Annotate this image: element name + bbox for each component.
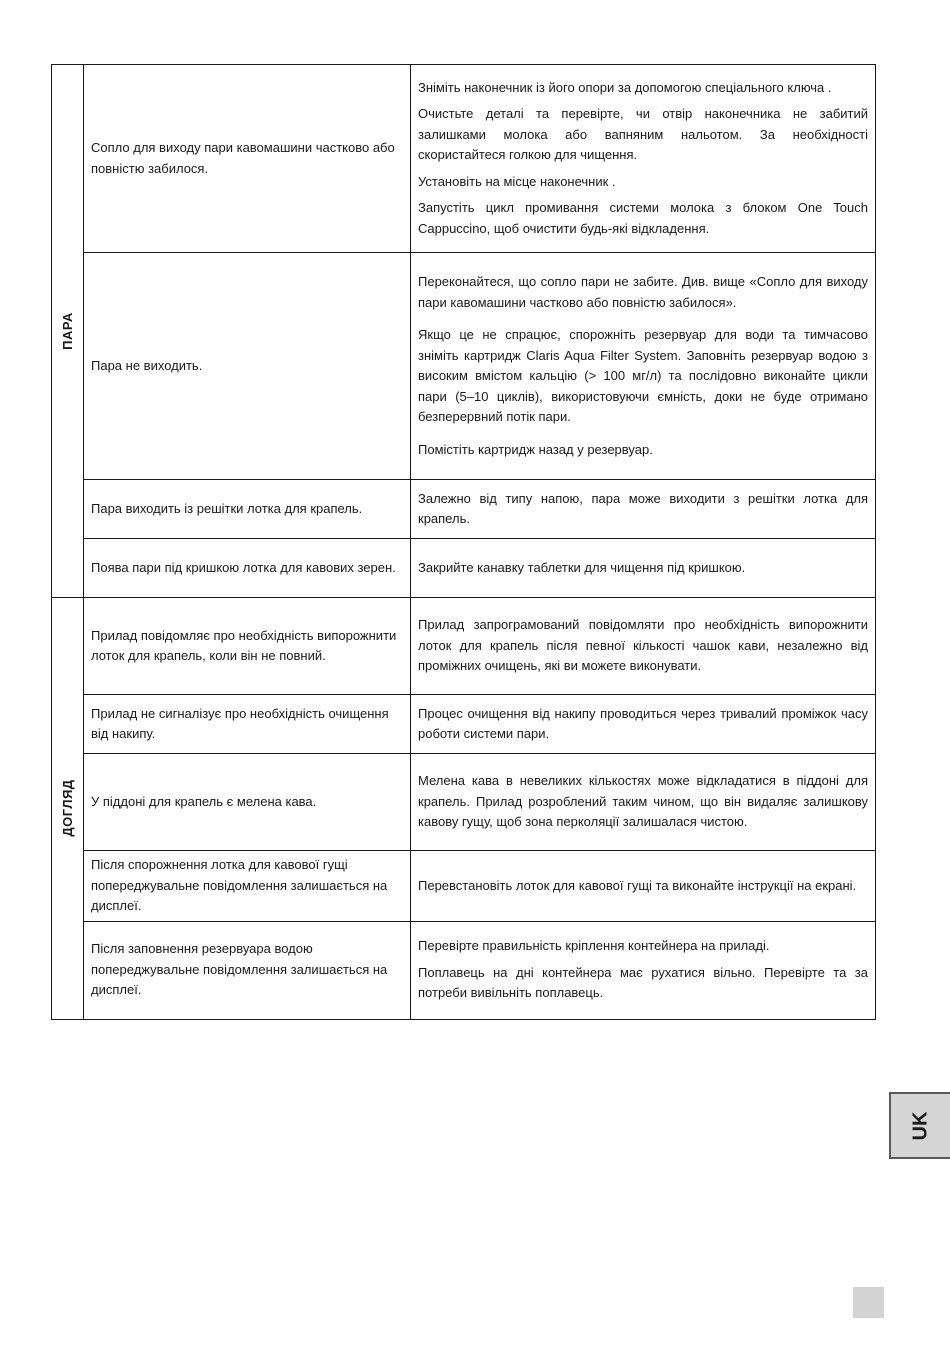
- solution-text: Процес очищення від накипу проводиться через тривалий проміжок часу роботи системи пари.: [418, 705, 868, 741]
- problem-cell: Після заповнення резервуара водою попереджувальне повідомлення залишається на дисплеї.: [84, 921, 411, 1019]
- solution-text: Зніміть наконечник із його опори за допомогою спеціального ключа .: [418, 79, 832, 95]
- problem-cell: Поява пари під кришкою лотка для кавових зерен.: [84, 539, 411, 598]
- table-row: [52, 480, 876, 539]
- solution-cell: [411, 253, 876, 480]
- problem-cell: Після спорожнення лотка для кавової гущі попереджувальне повідомлення залишається на дисплеї.: [84, 851, 411, 922]
- solution-cell: [411, 754, 876, 851]
- category-label-steam: ПАРА: [59, 312, 75, 350]
- solution-cell: [411, 539, 876, 598]
- category-cell-care: [52, 598, 84, 1020]
- solution-text: Очистьте деталі та перевірте, чи отвір наконечника не забитий залишками молока або вапняним нальотом. За необхідності скористайтеся голкою для чищення.: [418, 106, 868, 163]
- problem-cell: Прилад не сигналізує про необхідність очищення від накипу.: [84, 695, 411, 754]
- table-row: [52, 598, 876, 695]
- page-number-box: [853, 1287, 884, 1318]
- solution-cell: [411, 851, 876, 922]
- language-tab: [889, 1092, 950, 1159]
- category-label-care: ДОГЛЯД: [59, 779, 75, 837]
- solution-text: Закрийте канавку таблетки для чищення під кришкою.: [418, 559, 746, 575]
- solution-text: Переконайтеся, що сопло пари не забите. Див. вище «Сопло для виходу пари кавомашини частково або повністю забилося».: [418, 274, 868, 310]
- problem-cell: У піддоні для крапель є мелена кава.: [84, 754, 411, 851]
- table-row: [52, 539, 876, 598]
- solution-text: Прилад запрограмований повідомляти про необхідність випорожнити лоток для крапель після певної кількості чашок кави, незалежно від проміжних очищень, які ви можете виконувати.: [418, 617, 868, 674]
- table-row: [52, 754, 876, 851]
- solution-cell: [411, 480, 876, 539]
- solution-text: Мелена кава в невеликих кількостях може відкладатися в піддоні для крапель. Прилад розроблений таким чином, що він видаляє залишкову кавову гущу, щоб зона перколяції залишалася чистою.: [418, 773, 868, 830]
- table-row: [52, 921, 876, 1019]
- category-cell-steam: [52, 65, 84, 598]
- problem-cell: Пара виходить із решітки лотка для крапель.: [84, 480, 411, 539]
- problem-cell: Прилад повідомляє про необхідність випорожнити лоток для крапель, коли він не повний.: [84, 598, 411, 695]
- troubleshooting-table: [51, 64, 876, 1020]
- solution-text: Перевірте правильність кріплення контейнера на приладі.: [418, 938, 770, 954]
- solution-text: Помістіть картридж назад у резервуар.: [418, 441, 653, 457]
- table-row: [52, 695, 876, 754]
- solution-text: Поплавець на дні контейнера має рухатися вільно. Перевірте та за потреби вивільніть поплавець.: [418, 964, 868, 1001]
- table-row: [52, 65, 876, 253]
- problem-cell: Пара не виходить.: [84, 253, 411, 480]
- solution-text: Якщо це не спрацює, спорожніть резервуар для води та тимчасово зніміть картридж Claris Aqua Filter System. Заповніть резервуар водою з високим вмістом кальцію (> 100 мг/л) та послідовно виконайте цикли пари (5–10 циклів), використовуючи ємність, доки не буде отримано безперервний потік пари.: [418, 327, 868, 424]
- problem-cell: Сопло для виходу пари кавомашини частково або повністю забилося.: [84, 65, 411, 253]
- solution-text: Залежно від типу напою, пара може виходити з решітки лотка для крапель.: [418, 490, 868, 526]
- solution-cell: [411, 598, 876, 695]
- solution-text: Перевстановіть лоток для кавової гущі та виконайте інструкції на екрані.: [418, 877, 857, 893]
- language-tab-label: UK: [909, 1111, 931, 1140]
- table-row: [52, 253, 876, 480]
- solution-text: Установіть на місце наконечник .: [418, 173, 616, 189]
- solution-cell: [411, 921, 876, 1019]
- solution-text: Запустіть цикл промивання системи молока з блоком One Touch Cappuccino, щоб очистити будь-які відкладення.: [418, 200, 868, 236]
- table-row: [52, 851, 876, 922]
- solution-cell: [411, 65, 876, 253]
- solution-cell: [411, 695, 876, 754]
